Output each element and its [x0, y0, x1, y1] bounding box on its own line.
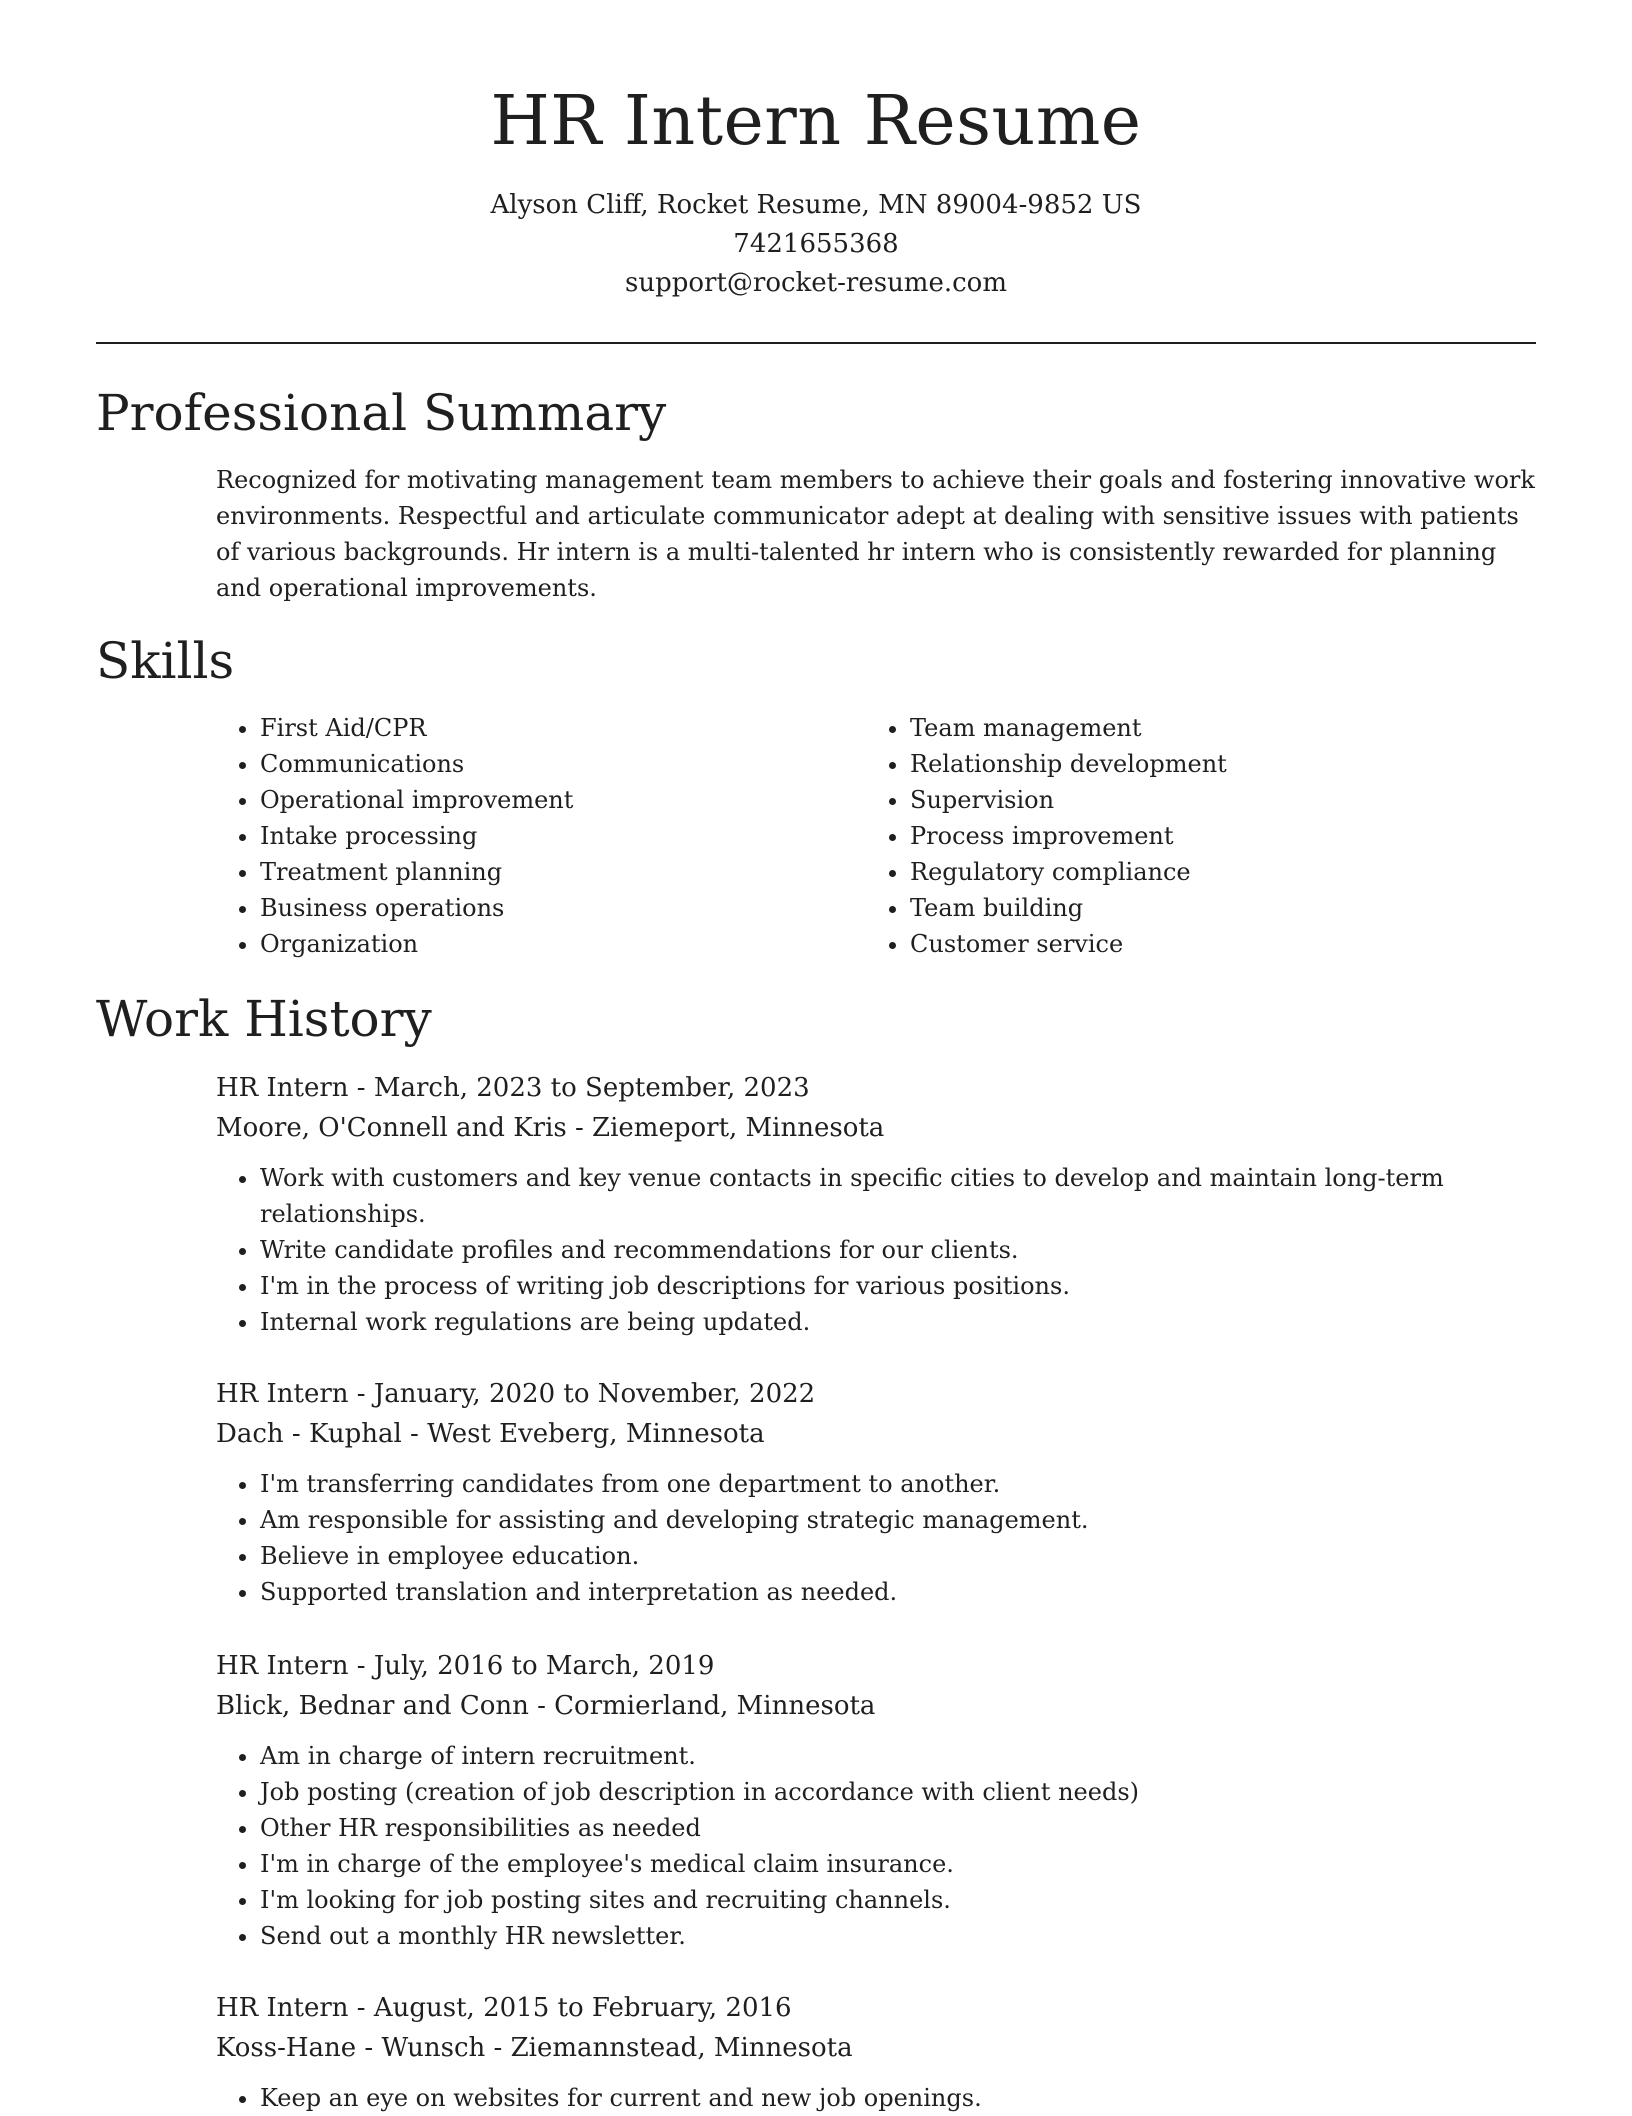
work-history-heading: Work History [96, 990, 432, 1048]
job-duty: • Internal work regulations are being updated. [260, 1304, 1536, 1340]
skill-item: • Communications [260, 746, 836, 782]
job-duty: • Supported translation and interpretation as needed. [260, 1574, 1536, 1610]
skill-item: • Customer service [910, 926, 1516, 962]
skill-item: • First Aid/CPR [260, 710, 836, 746]
skill-item: • Intake processing [260, 818, 836, 854]
skills-list-right [866, 710, 1516, 962]
job-duty: • Believe in employee education. [260, 1538, 1536, 1574]
job-company-location: Dach - Kuphal - West Eveberg, Minnesota [216, 1419, 765, 1449]
skill-item: • Treatment planning [260, 854, 836, 890]
contact-block [96, 186, 1536, 303]
job-title-dates: HR Intern - January, 2020 to November, 2022 [216, 1379, 816, 1409]
job-entry [216, 1988, 1536, 2116]
skill-item: • Supervision [910, 782, 1516, 818]
job-duties-list [216, 2080, 1536, 2116]
job-duty: • Am in charge of intern recruitment. [260, 1738, 1536, 1774]
summary-text: Recognized for motivating management team members to achieve their goals and fostering innovative work environments. Respectful and articulate communicator adept at dealing with sensitive issues with patients of various backgrounds. Hr intern is a multi-talented hr intern who is consistently rewarded for planning and operational improvements. [216, 466, 1535, 602]
job-duty: • I'm in charge of the employee's medical claim insurance. [260, 1846, 1536, 1882]
job-duty: • Other HR responsibilities as needed [260, 1810, 1536, 1846]
skill-item: • Team building [910, 890, 1516, 926]
skill-item: • Organization [260, 926, 836, 962]
job-duties-list [216, 1466, 1536, 1610]
skill-item: • Regulatory compliance [910, 854, 1516, 890]
job-duty: • Keep an eye on websites for current and new job openings. [260, 2080, 1536, 2116]
contact-address: Alyson Cliff, Rocket Resume, MN 89004-9852 US [490, 190, 1142, 220]
skills-list-left [216, 710, 836, 962]
job-duty: • Send out a monthly HR newsletter. [260, 1918, 1536, 1954]
summary-heading: Professional Summary [96, 384, 667, 442]
job-company-location: Blick, Bednar and Conn - Cormierland, Minnesota [216, 1691, 876, 1721]
job-duty: • Job posting (creation of job description in accordance with client needs) [260, 1774, 1536, 1810]
job-duty: • I'm in the process of writing job descriptions for various positions. [260, 1268, 1536, 1304]
job-entry [216, 1374, 1536, 1610]
job-title-dates: HR Intern - August, 2015 to February, 2016 [216, 1993, 792, 2023]
skill-item: • Business operations [260, 890, 836, 926]
resume-header [96, 80, 1536, 303]
job-duty: • I'm transferring candidates from one department to another. [260, 1466, 1536, 1502]
skill-item: • Relationship development [910, 746, 1516, 782]
job-company-location: Koss-Hane - Wunsch - Ziemannstead, Minnesota [216, 2033, 853, 2063]
skills-column-right [866, 710, 1516, 962]
job-entry [216, 1646, 1536, 1954]
skills-column-left [216, 710, 836, 962]
job-duty: • Am responsible for assisting and developing strategic management. [260, 1502, 1536, 1538]
job-duty: • Write candidate profiles and recommendations for our clients. [260, 1232, 1536, 1268]
skill-item: • Team management [910, 710, 1516, 746]
resume-title: HR Intern Resume [490, 82, 1142, 161]
job-duties-list [216, 1738, 1536, 1954]
job-title-dates: HR Intern - July, 2016 to March, 2019 [216, 1651, 715, 1681]
job-entry [216, 1068, 1536, 1340]
job-title-dates: HR Intern - March, 2023 to September, 2023 [216, 1073, 810, 1103]
skill-item: • Process improvement [910, 818, 1516, 854]
job-company-location: Moore, O'Connell and Kris - Ziemeport, Minnesota [216, 1113, 885, 1143]
contact-phone: 7421655368 [733, 229, 899, 259]
skill-item: • Operational improvement [260, 782, 836, 818]
contact-email: support@rocket-resume.com [624, 268, 1007, 298]
header-divider [96, 342, 1536, 344]
job-duties-list [216, 1160, 1536, 1340]
job-duty: • Work with customers and key venue contacts in specific cities to develop and maintain long-term relationships. [260, 1160, 1536, 1232]
skills-heading: Skills [96, 632, 235, 690]
job-duty: • I'm looking for job posting sites and recruiting channels. [260, 1882, 1536, 1918]
